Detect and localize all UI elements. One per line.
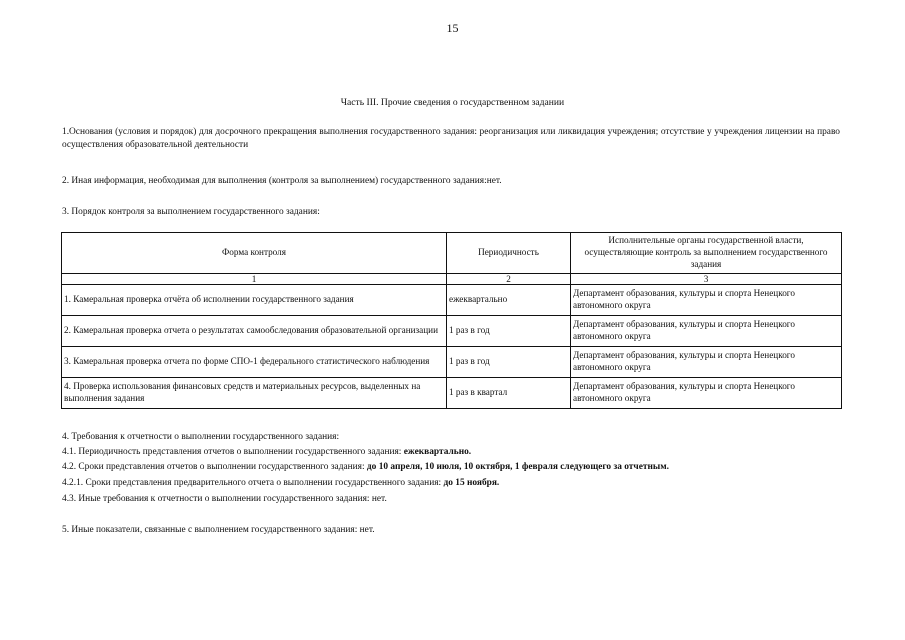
authority-cell: Департамент образования, культуры и спорта Ненецкого автономного округа xyxy=(571,378,842,409)
table-row xyxy=(62,378,842,409)
table-header-row xyxy=(62,233,842,274)
page-number: 15 xyxy=(446,21,459,35)
item-4-2-1-preliminary-report-deadline xyxy=(62,477,852,490)
header-periodicity: Периодичность xyxy=(447,233,571,274)
item-4-1-text: 4.1. Периодичность представления отчетов о выполнении государственного задания: xyxy=(62,447,404,457)
authority-cell: Департамент образования, культуры и спорта Ненецкого автономного округа xyxy=(571,316,842,347)
header-authorities: Исполнительные органы государственной власти, осуществляющие контроль за выполнением государственного задания xyxy=(571,233,842,274)
table-row xyxy=(62,285,842,316)
item-4-2-value: до 10 апреля, 10 июля, 10 октября, 1 февраля следующего за отчетным. xyxy=(366,462,669,472)
section-1-termination-grounds: 1.Основания (условия и порядок) для досрочного прекращения выполнения государственного задания: реорганизация или ликвидация учреждения; отсутствие у учреждения лицензии на право осуществления образовательной деятельности xyxy=(62,127,840,150)
section-4-title: 4. Требования к отчетности о выполнении государственного задания: xyxy=(62,432,340,442)
control-form-cell: 1. Камеральная проверка отчёта об исполнении государственного задания xyxy=(62,285,447,316)
item-4-3-other-requirements: 4.3. Иные требования к отчетности о выполнении государственного задания: нет. xyxy=(62,494,387,504)
authority-cell: Департамент образования, культуры и спорта Ненецкого автономного округа xyxy=(571,347,842,378)
control-form-cell: 4. Проверка использования финансовых средств и материальных ресурсов, выделенных на выполнения задания xyxy=(62,378,447,409)
column-number: 1 xyxy=(62,274,447,285)
item-4-2-1-value: до 15 ноября. xyxy=(443,478,500,488)
periodicity-cell: 1 раз в год xyxy=(447,316,571,347)
periodicity-cell: 1 раз в квартал xyxy=(447,378,571,409)
control-procedure-table xyxy=(61,232,842,409)
authority-cell: Департамент образования, культуры и спорта Ненецкого автономного округа xyxy=(571,285,842,316)
item-4-1-value: ежеквартально. xyxy=(403,447,472,457)
column-number: 2 xyxy=(447,274,571,285)
table-column-numbers-row xyxy=(62,274,842,285)
item-4-1-reporting-periodicity xyxy=(62,446,852,459)
table-row xyxy=(62,347,842,378)
control-form-cell: 2. Камеральная проверка отчета о результатах самообследования образовательной организации xyxy=(62,316,447,347)
periodicity-cell: ежеквартально xyxy=(447,285,571,316)
control-form-cell: 3. Камеральная проверка отчета по форме СПО-1 федерального статистического наблюдения xyxy=(62,347,447,378)
item-4-2-reporting-deadlines xyxy=(62,461,852,474)
item-4-2-text: 4.2. Сроки представления отчетов о выполнении государственного задания: xyxy=(62,462,367,472)
section-3-control-procedure: 3. Порядок контроля за выполнением государственного задания: xyxy=(62,207,320,217)
item-4-2-1-text: 4.2.1. Сроки представления предварительного отчета о выполнении государственного задания: xyxy=(62,478,444,488)
table-row xyxy=(62,316,842,347)
header-control-form: Форма контроля xyxy=(62,233,447,274)
section-5-other-indicators: 5. Иные показатели, связанные с выполнением государственного задания: нет. xyxy=(62,525,375,535)
section-2-other-information: 2. Иная информация, необходимая для выполнения (контроля за выполнением) государственного задания:нет. xyxy=(62,176,502,186)
column-number: 3 xyxy=(571,274,842,285)
part-title: Часть III. Прочие сведения о государственном задании xyxy=(340,97,565,108)
periodicity-cell: 1 раз в год xyxy=(447,347,571,378)
